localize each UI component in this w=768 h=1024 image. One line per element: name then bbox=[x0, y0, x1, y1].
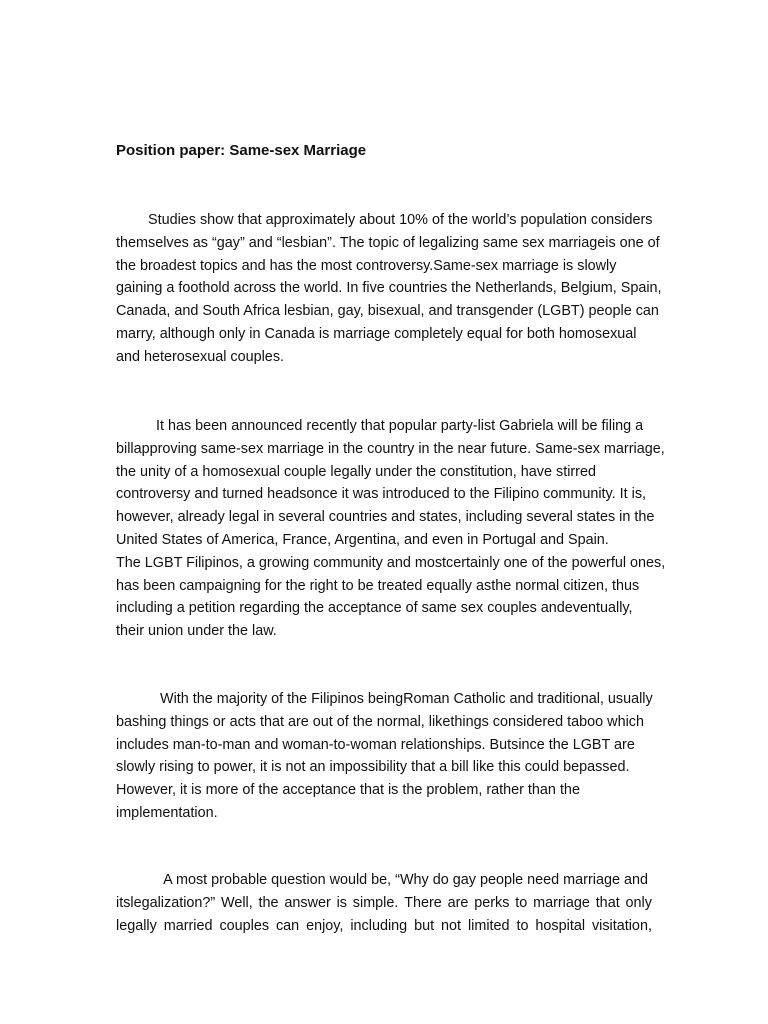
text-line: themselves as “gay” and “lesbian”. The topic of legalizing same sex marriageis one of bbox=[116, 234, 660, 251]
word: limited bbox=[467, 917, 510, 934]
word: are bbox=[447, 894, 469, 911]
word: legally bbox=[116, 917, 157, 934]
text-line: However, it is more of the acceptance that is the problem, rather than the bbox=[116, 782, 580, 799]
word: only bbox=[625, 894, 652, 911]
word: the bbox=[258, 894, 279, 911]
document-title: Position paper: Same-sex Marriage bbox=[116, 142, 367, 159]
text-line: includes man-to-man and woman-to-woman relationships. Butsince the LGBT are bbox=[116, 736, 635, 753]
text-line: The LGBT Filipinos, a growing community and mostcertainly one of the powerful ones, bbox=[116, 554, 666, 571]
word: that bbox=[595, 894, 620, 911]
text-line: billapproving same-sex marriage in the country in the near future. Same-sex marriage, bbox=[116, 440, 665, 457]
word: marriage bbox=[533, 894, 590, 911]
paragraph bbox=[116, 869, 656, 937]
word: including bbox=[350, 917, 408, 934]
text-line: slowly rising to power, it is not an impossibility that a bill like this could bepassed. bbox=[116, 759, 630, 776]
text-line: controversy and turned headsonce it was introduced to the Filipino community. It is, bbox=[116, 486, 647, 503]
word: simple. bbox=[352, 894, 399, 911]
text-line: Canada, and South Africa lesbian, gay, bisexual, and transgender (LGBT) people can bbox=[116, 303, 659, 320]
text-line: It has been announced recently that popular party-list Gabriela will be filing a bbox=[116, 418, 644, 434]
word: not bbox=[441, 917, 462, 934]
text-line: and heterosexual couples. bbox=[116, 348, 285, 365]
word: to bbox=[515, 894, 528, 911]
text-line: however, already legal in several countries and states, including several states in the bbox=[116, 509, 655, 526]
word: visitation, bbox=[591, 917, 652, 934]
text-line: gaining a foothold across the world. In five countries the Netherlands, Belgium, Spain, bbox=[116, 280, 662, 297]
text-line: marry, although only in Canada is marriage completely equal for both homosexual bbox=[116, 325, 637, 342]
text-line: their union under the law. bbox=[116, 623, 277, 640]
text-line: Studies show that approximately about 10% of the world’s population considers bbox=[116, 212, 653, 228]
text-line: United States of America, France, Argentina, and even in Portugal and Spain. bbox=[116, 531, 609, 548]
text-line: the unity of a homosexual couple legally under the constitution, have stirred bbox=[116, 463, 596, 480]
text-line: has been campaigning for the right to be treated equally asthe normal citizen, thus bbox=[116, 577, 640, 594]
text-line: With the majority of the Filipinos beingRoman Catholic and traditional, usually bbox=[116, 691, 653, 707]
text-line: A most probable question would be, “Why do gay people need marriage and bbox=[116, 872, 648, 888]
word: enjoy, bbox=[306, 917, 344, 934]
word: married bbox=[163, 917, 213, 934]
paragraph bbox=[116, 415, 666, 643]
word: There bbox=[404, 894, 442, 911]
word: perks bbox=[474, 894, 510, 911]
word: itslegalization?” bbox=[116, 894, 216, 911]
text-line: the broadest topics and has the most controversy.Same-sex marriage is slowly bbox=[116, 257, 617, 274]
text-line: including a petition regarding the acceptance of same sex couples andeventually, bbox=[116, 600, 633, 617]
word: couples bbox=[219, 917, 270, 934]
text-line: bashing things or acts that are out of the normal, likethings considered taboo which bbox=[116, 713, 644, 730]
justified-text-line bbox=[116, 915, 652, 938]
justified-text-line bbox=[116, 892, 652, 915]
word: hospital bbox=[535, 917, 586, 934]
text-line: implementation. bbox=[116, 804, 218, 821]
word: can bbox=[275, 917, 300, 934]
paragraph bbox=[116, 209, 662, 369]
word: to bbox=[516, 917, 529, 934]
word: answer bbox=[284, 894, 331, 911]
word: is bbox=[336, 894, 347, 911]
paragraph bbox=[116, 688, 656, 825]
word: but bbox=[414, 917, 435, 934]
word: Well, bbox=[221, 894, 253, 911]
